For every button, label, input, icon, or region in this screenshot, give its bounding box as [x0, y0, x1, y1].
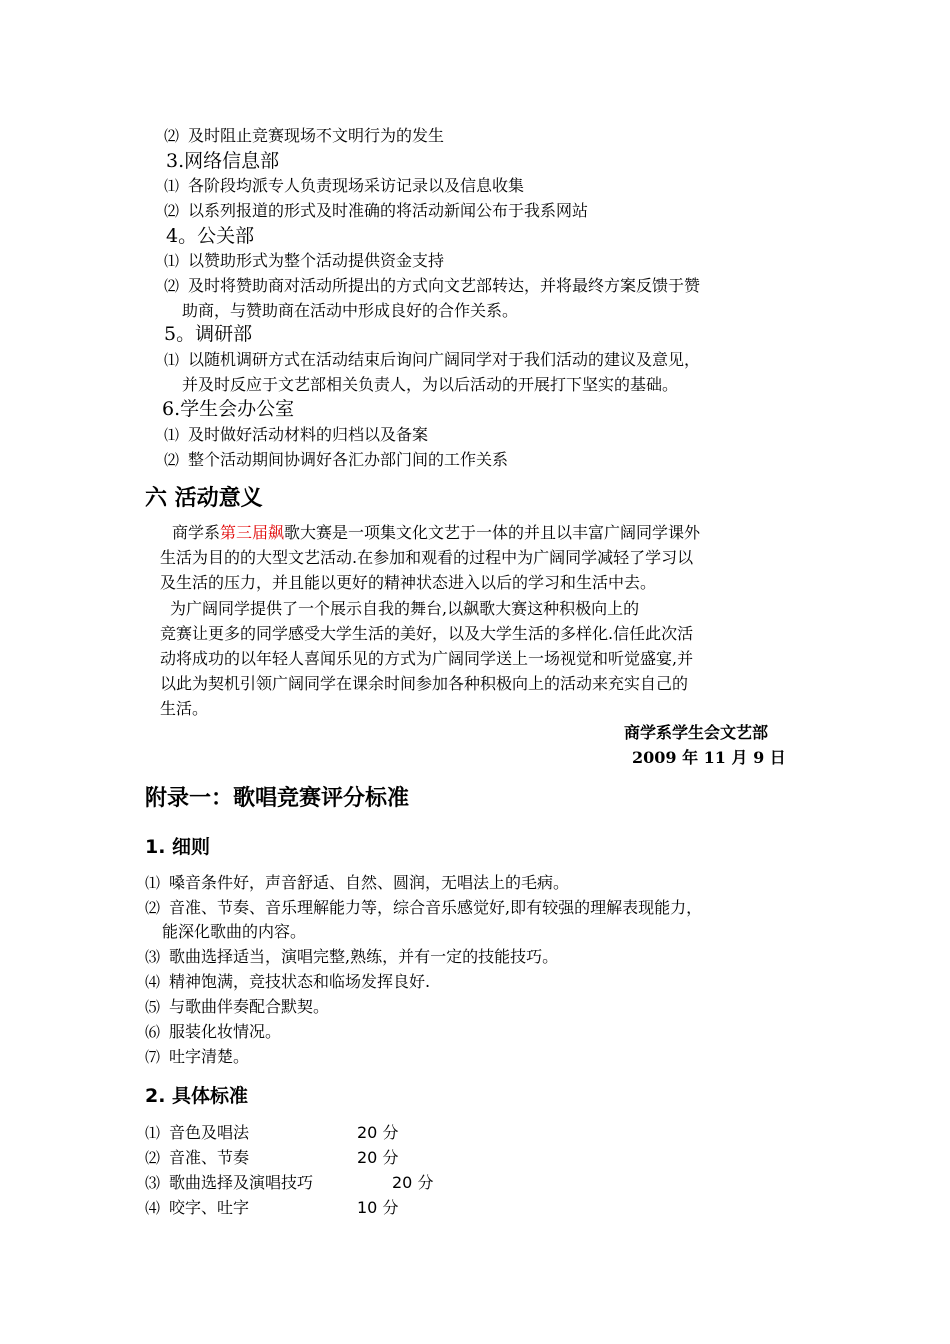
list-text: 音准、节奏、音乐理解能力等，综合音乐感觉好,即有较强的理解表现能力， — [169, 898, 703, 917]
score-row — [145, 1197, 545, 1219]
list-item — [145, 872, 569, 894]
criterion-label: 音准、节奏 — [169, 1148, 250, 1167]
list-item — [164, 424, 428, 446]
signature-date: 2009 年 11 月 9 日 — [632, 748, 786, 767]
signature-organization: 商学系学生会文艺部 — [624, 723, 769, 742]
paragraph-line: 动将成功的以年轻人喜闻乐见的方式为广阔同学送上一场视觉和听觉盛宴,并 — [160, 649, 694, 668]
list-item — [164, 349, 700, 371]
list-item — [145, 946, 558, 968]
list-text: 吐字清楚。 — [169, 1047, 250, 1066]
list-number: ⑹ — [145, 1023, 161, 1041]
list-item — [145, 1021, 281, 1043]
list-item — [164, 250, 444, 272]
list-number: ⑶ — [145, 948, 161, 966]
list-item — [145, 1046, 249, 1068]
list-number: ⑺ — [145, 1048, 161, 1066]
paragraph-line — [172, 522, 700, 544]
paragraph-line: 以此为契机引领广阔同学在课余时间参加各种积极向上的活动来充实自己的 — [160, 674, 689, 693]
list-item — [145, 971, 430, 993]
department-heading: 3.网络信息部 — [166, 150, 280, 172]
list-item — [164, 125, 444, 147]
list-number: ⑸ — [145, 998, 161, 1016]
department-heading: 6.学生会办公室 — [162, 398, 295, 420]
list-item — [164, 275, 700, 297]
list-number: ⑴ — [164, 177, 180, 195]
list-number: ⑷ — [145, 973, 161, 991]
list-number: ⑵ — [145, 899, 161, 917]
criterion-label: 音色及唱法 — [169, 1123, 250, 1142]
criterion-score: 20 分 — [357, 1123, 399, 1142]
paragraph-line: 竞赛让更多的同学感受大学生活的美好，以及大学生活的多样化.信任此次活 — [160, 624, 694, 643]
list-number: ⑵ — [164, 277, 180, 295]
paragraph-line: 生活为目的的大型文艺活动.在参加和观看的过程中为广阔同学减轻了学习以 — [160, 548, 694, 567]
criterion-score: 20 分 — [357, 1148, 399, 1167]
criterion-label: 歌曲选择及演唱技巧 — [169, 1173, 314, 1192]
list-number: ⑴ — [145, 874, 161, 892]
list-number: ⑵ — [145, 1149, 161, 1167]
list-text: 各阶段均派专人负责现场采访记录以及信息收集 — [188, 176, 525, 195]
list-number: ⑴ — [164, 426, 180, 444]
paragraph-line: 及生活的压力，并且能以更好的精神状态进入以后的学习和生活中去。 — [160, 573, 657, 592]
department-heading: 4。公关部 — [166, 225, 255, 247]
paragraph-text: 歌大赛是一项集文化文艺于一体的并且以丰富广阔同学课外 — [284, 523, 701, 542]
highlighted-text: 第三届飙 — [220, 523, 285, 542]
appendix-subheading: 2. 具体标准 — [145, 1085, 249, 1107]
list-text: 以赞助形式为整个活动提供资金支持 — [188, 251, 445, 270]
list-number: ⑵ — [164, 202, 180, 220]
list-item — [164, 200, 588, 222]
criterion-score: 20 分 — [392, 1173, 434, 1192]
list-item — [164, 175, 524, 197]
list-text: 与歌曲伴奏配合默契。 — [169, 997, 330, 1016]
paragraph-line: 为广阔同学提供了一个展示自我的舞台,以飙歌大赛这种积极向上的 — [170, 599, 640, 618]
list-text: 以系列报道的形式及时准确的将活动新闻公布于我系网站 — [188, 201, 589, 220]
list-item-continuation: 能深化歌曲的内容。 — [162, 922, 307, 941]
list-text: 歌曲选择适当，演唱完整,熟练，并有一定的技能技巧。 — [169, 947, 559, 966]
list-item-continuation: 助商，与赞助商在活动中形成良好的合作关系。 — [182, 301, 519, 320]
criterion-label: 咬字、吐字 — [169, 1198, 250, 1217]
list-number: ⑴ — [145, 1124, 161, 1142]
list-number: ⑵ — [164, 451, 180, 469]
list-item — [164, 449, 508, 471]
appendix-subheading: 1. 细则 — [145, 836, 211, 858]
list-text: 以随机调研方式在活动结束后询问广阔同学对于我们活动的建议及意见， — [188, 350, 701, 369]
list-item — [145, 996, 329, 1018]
score-row — [145, 1172, 545, 1194]
section-heading: 六 活动意义 — [145, 486, 263, 511]
list-text: 精神饱满，竞技状态和临场发挥良好. — [169, 972, 431, 991]
list-number: ⑵ — [164, 127, 180, 145]
score-row — [145, 1147, 545, 1169]
criterion-score: 10 分 — [357, 1198, 399, 1217]
list-number: ⑴ — [164, 351, 180, 369]
list-text: 嗓音条件好，声音舒适、自然、圆润，无唱法上的毛病。 — [169, 873, 570, 892]
paragraph-line: 生活。 — [160, 699, 209, 718]
list-text: 服装化妆情况。 — [169, 1022, 282, 1041]
score-row — [145, 1122, 545, 1144]
list-item-continuation: 并及时反应于文艺部相关负责人，为以后活动的开展打下坚实的基础。 — [182, 375, 679, 394]
list-text: 及时将赞助商对活动所提出的方式向文艺部转达，并将最终方案反馈于赞 — [188, 276, 701, 295]
list-item — [145, 897, 702, 919]
list-number: ⑴ — [164, 252, 180, 270]
appendix-title: 附录一：歌唱竞赛评分标准 — [145, 786, 410, 811]
list-text: 及时做好活动材料的归档以及备案 — [188, 425, 429, 444]
list-number: ⑶ — [145, 1174, 161, 1192]
list-number: ⑷ — [145, 1199, 161, 1217]
list-text: 及时阻止竞赛现场不文明行为的发生 — [188, 126, 445, 145]
paragraph-text: 商学系 — [172, 523, 221, 542]
list-text: 整个活动期间协调好各汇办部门间的工作关系 — [188, 450, 509, 469]
department-heading: 5。调研部 — [164, 323, 253, 345]
